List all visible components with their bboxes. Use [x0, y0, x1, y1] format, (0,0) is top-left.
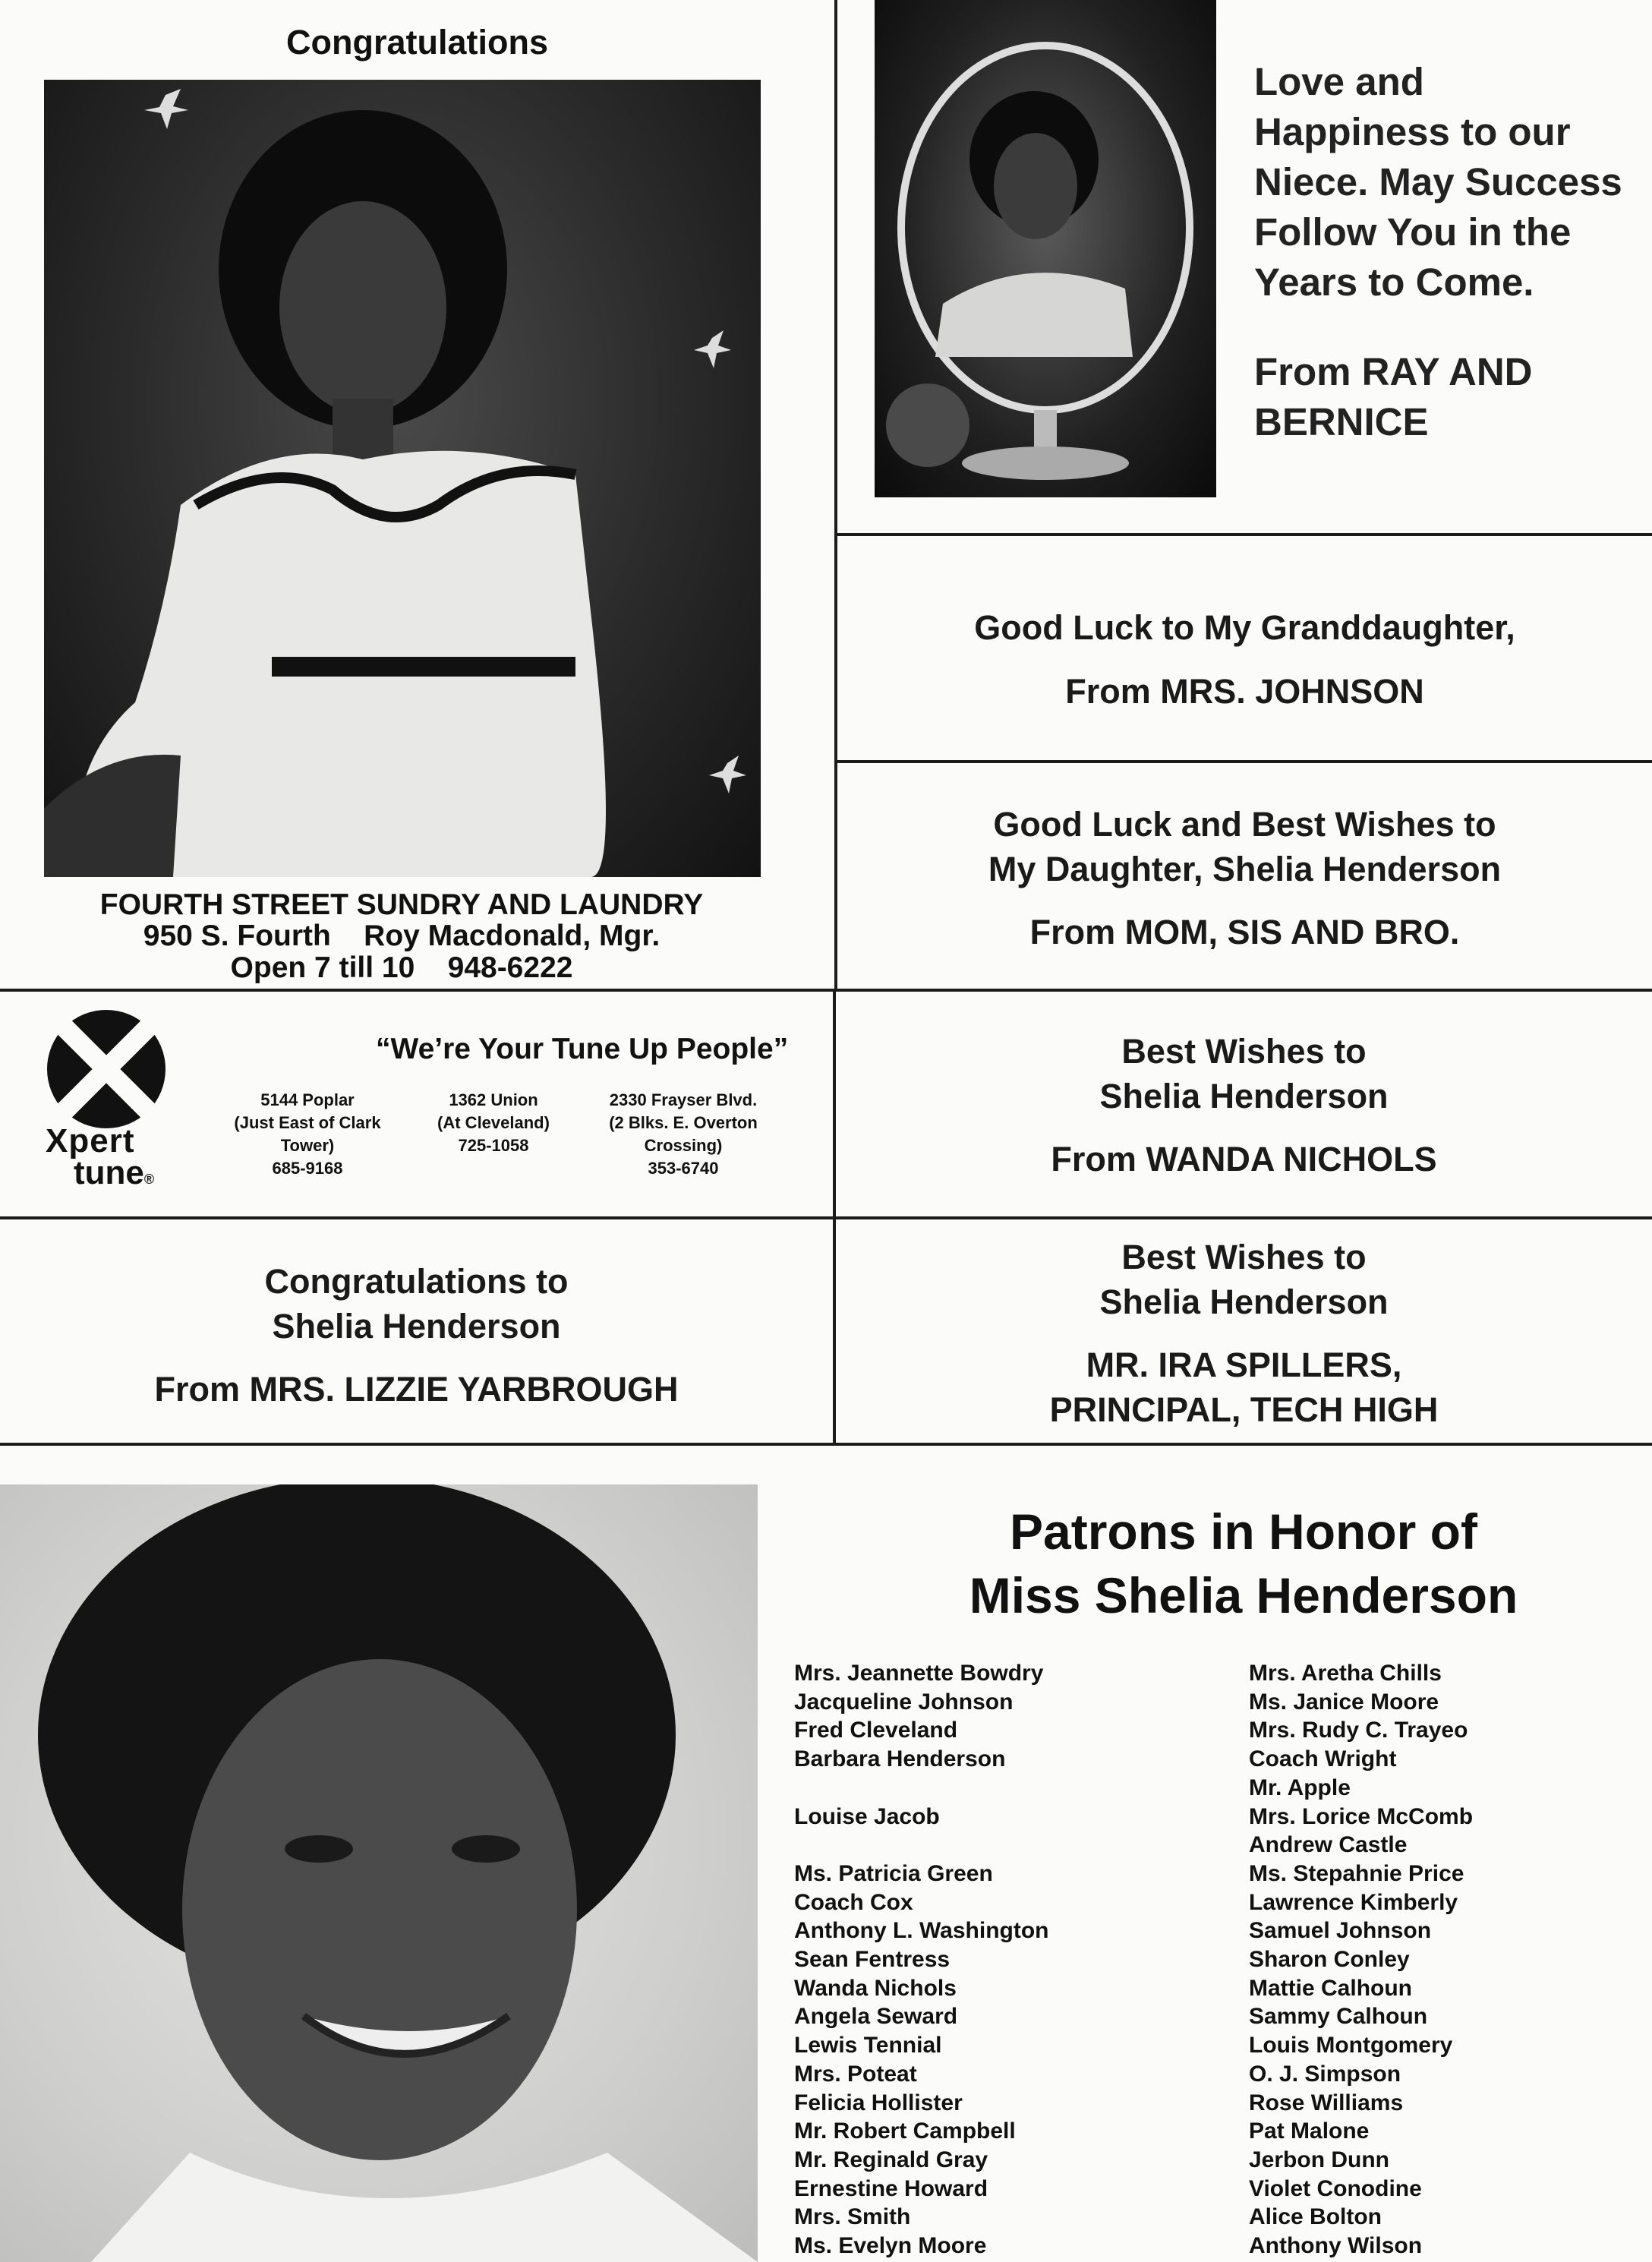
wanda-line-2: Shelia Henderson [1099, 1077, 1389, 1115]
patron-name: Louise Jacob [794, 1803, 940, 1829]
patron-name: Anthony Wilson [1249, 2233, 1423, 2259]
patron-name: Mr. Robert Campbell [794, 2118, 1016, 2144]
divider-row-3 [0, 1443, 1652, 1446]
patron-name: Mrs. Lorice McComb [1249, 1803, 1474, 1829]
yarbrough-line-2: Shelia Henderson [272, 1307, 561, 1346]
union-line-1: 1362 Union [449, 1090, 538, 1109]
patron-name: Anthony L. Washington [794, 1918, 1049, 1944]
patron-name: Mrs. Poteat [794, 2061, 917, 2087]
granddaughter-line-1: Good Luck to My Granddaughter, [974, 608, 1515, 647]
patron-name: Andrew Castle [1249, 1832, 1408, 1858]
business-name: FOURTH STREET SUNDRY AND LAUNDRY [99, 888, 704, 921]
poplar-line-4: 685-9168 [272, 1159, 343, 1178]
patron-name: Sean Fentress [794, 1947, 951, 1973]
patron-name: O. J. Simpson [1249, 2061, 1401, 2087]
patron-name: Mrs. Smith [794, 2204, 911, 2230]
from-line-1: From RAY AND [1254, 350, 1533, 393]
portrait-photo-brandy-glass [875, 0, 1216, 497]
spillers-line-2: Shelia Henderson [1099, 1282, 1389, 1321]
message-line-4: Follow You in the [1254, 210, 1572, 254]
xpert-location-frayser [585, 1089, 782, 1180]
patron-name: Mrs. Jeannette Bowdry [794, 1661, 1044, 1686]
tune-logo-text [74, 1154, 154, 1192]
frayser-line-4: 353-6740 [648, 1159, 719, 1178]
patrons-title-line-1: Patrons in Honor of [1010, 1503, 1477, 1560]
message-line-5: Years to Come. [1254, 260, 1534, 304]
patron-spacer [794, 1774, 1049, 1803]
poplar-line-2: (Just East of Clark [234, 1113, 381, 1132]
yarbrough-ad [0, 1259, 833, 1412]
xpert-location-poplar [213, 1089, 402, 1180]
patrons-title-line-2: Miss Shelia Henderson [969, 1567, 1518, 1623]
patrons-title [835, 1500, 1652, 1627]
patron-name: Pat Malone [1249, 2118, 1370, 2144]
patron-name: Felicia Hollister [794, 2090, 963, 2115]
tune-word: tune [74, 1154, 144, 1191]
divider-top-right-1 [836, 533, 1652, 536]
poplar-line-1: 5144 Poplar [260, 1090, 355, 1109]
wanda-nichols-ad [836, 1029, 1652, 1181]
xpert-tune-slogan: “We’re Your Tune Up People” [376, 1033, 789, 1065]
business-hours-phone: Open 7 till 10 948-6222 [230, 951, 573, 984]
daughter-line-3: From MOM, SIS AND BRO. [1029, 913, 1460, 951]
portrait-photo-smiling [0, 1484, 758, 2262]
patron-name: Ms. Evelyn Moore [794, 2233, 987, 2259]
patron-name: Mrs. Aretha Chills [1249, 1661, 1442, 1686]
granddaughter-ad [837, 596, 1652, 724]
ray-bernice-message [1254, 57, 1622, 308]
frayser-line-3: Crossing) [644, 1136, 723, 1155]
patron-name: Samuel Johnson [1249, 1918, 1432, 1944]
registered-mark: ® [143, 1172, 155, 1187]
union-line-3: 725-1058 [458, 1136, 529, 1155]
patron-name: Mrs. Rudy C. Trayeo [1249, 1718, 1468, 1743]
patron-name: Ms. Janice Moore [1249, 1689, 1439, 1715]
message-line-2: Happiness to our [1254, 110, 1571, 153]
divider-row-2 [0, 1216, 1652, 1219]
from-line-2: BERNICE [1254, 400, 1429, 443]
patron-name: Jacqueline Johnson [794, 1689, 1014, 1715]
patron-spacer [794, 1831, 1049, 1860]
spillers-line-3: MR. IRA SPILLERS, [1086, 1346, 1402, 1384]
spillers-ad [836, 1235, 1652, 1432]
union-line-2: (At Cleveland) [437, 1113, 550, 1132]
patron-name: Barbara Henderson [794, 1746, 1006, 1772]
wanda-line-1: Best Wishes to [1121, 1032, 1367, 1071]
patron-name: Fred Cleveland [794, 1718, 958, 1743]
frayser-line-1: 2330 Frayser Blvd. [609, 1090, 758, 1109]
patron-name: Angela Seward [794, 2004, 958, 2030]
patron-name: Mr. Reginald Gray [794, 2147, 988, 2172]
patron-name: Ms. Stepahnie Price [1249, 1860, 1464, 1886]
divider-top-right-2 [836, 760, 1652, 763]
granddaughter-line-2: From MRS. JOHNSON [1065, 672, 1424, 711]
wanda-line-3: From WANDA NICHOLS [1051, 1140, 1437, 1178]
patron-name: Coach Cox [794, 1889, 913, 1915]
xpert-tune-x-icon [46, 1008, 167, 1130]
patron-name: Mattie Calhoun [1249, 1975, 1412, 2001]
patrons-right-column [1249, 1659, 1473, 2260]
xpert-logo-text: Xpert [46, 1122, 135, 1159]
patrons-left-column [794, 1659, 1049, 2260]
patron-name: Mr. Apple [1249, 1775, 1351, 1800]
patron-name: Rose Williams [1249, 2090, 1404, 2115]
spillers-line-4: PRINCIPAL, TECH HIGH [1049, 1390, 1439, 1429]
congratulations-heading: Congratulations [286, 23, 548, 62]
daughter-ad [837, 802, 1652, 954]
ray-bernice-from [1254, 347, 1533, 447]
message-line-3: Niece. May Success [1254, 160, 1622, 203]
patron-name: Sharon Conley [1249, 1947, 1410, 1973]
patron-name: Alice Bolton [1249, 2204, 1382, 2230]
patron-name: Jerbon Dunn [1249, 2147, 1389, 2172]
patron-name: Ernestine Howard [794, 2175, 988, 2201]
patron-name: Violet Conodine [1249, 2175, 1422, 2201]
patron-name: Lawrence Kimberly [1249, 1889, 1458, 1915]
patron-name: Sammy Calhoun [1249, 2004, 1428, 2030]
business-address: 950 S. Fourth Roy Macdonald, Mgr. [143, 920, 660, 952]
patron-name: Lewis Tennial [794, 2033, 942, 2059]
daughter-line-1: Good Luck and Best Wishes to [993, 805, 1496, 844]
poplar-line-3: Tower) [280, 1136, 335, 1155]
frayser-line-2: (2 Blks. E. Overton [609, 1113, 758, 1132]
yarbrough-line-3: From MRS. LIZZIE YARBROUGH [154, 1370, 679, 1409]
patron-name: Wanda Nichols [794, 1975, 957, 2001]
yarbrough-line-1: Congratulations to [264, 1262, 569, 1301]
spillers-line-1: Best Wishes to [1121, 1238, 1367, 1276]
patron-name: Ms. Patricia Green [794, 1860, 993, 1886]
patron-name: Louis Montgomery [1249, 2033, 1453, 2059]
patron-name: Coach Wright [1249, 1746, 1397, 1772]
xpert-location-union [418, 1089, 569, 1157]
xpert-tune-logo [42, 1008, 175, 1198]
message-line-1: Love and [1254, 60, 1424, 103]
divider-row-1 [0, 989, 1652, 992]
portrait-photo-white-dress [44, 80, 761, 877]
daughter-line-2: My Daughter, Shelia Henderson [988, 850, 1502, 888]
